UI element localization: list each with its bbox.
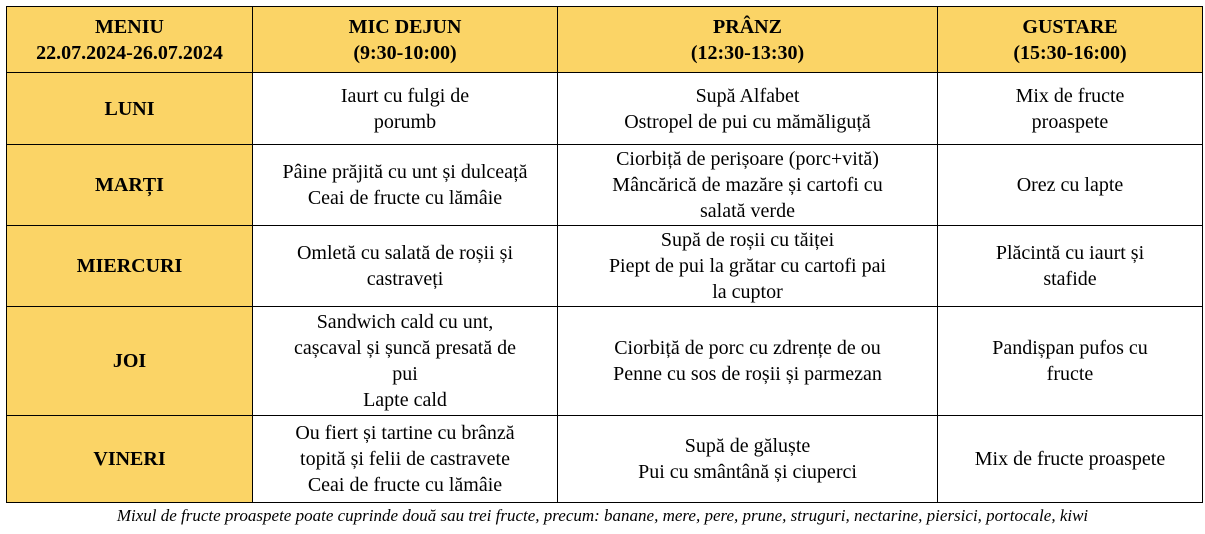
menu-line: Ciorbiță de porc cu zdrențe de ou xyxy=(614,337,881,359)
menu-line: pui xyxy=(392,363,418,385)
breakfast-cell xyxy=(253,73,558,145)
menu-line: proaspete xyxy=(1031,110,1109,133)
menu-line: Pui cu smântână și ciuperci xyxy=(638,461,857,483)
footnote: Mixul de fructe proaspete poate cuprinde două sau trei fructe, precum: banane, mere, pere, prune, struguri, nectarine, piersici, portocale, kiwi xyxy=(116,506,1089,525)
table-row xyxy=(7,145,1203,226)
menu-line: Iaurt cu fulgi de xyxy=(340,84,470,107)
header-lunch-time: (12:30-13:30) xyxy=(690,41,805,64)
menu-line: Omletă cu salată de roșii și xyxy=(296,242,514,264)
menu-line: Piept de pui la grătar cu cartofi pai xyxy=(608,255,887,277)
snack-cell xyxy=(938,307,1203,416)
menu-line: Pandișpan pufos cu xyxy=(992,337,1148,359)
header-snack-label: GUSTARE xyxy=(1022,15,1118,38)
header-date-range: 22.07.2024-26.07.2024 xyxy=(36,41,223,64)
lunch-cell xyxy=(558,73,938,145)
menu-line: Ou fiert și tartine cu brânză xyxy=(295,422,515,444)
menu-line: Plăcintă cu iaurt și xyxy=(995,242,1145,264)
menu-line: topită și felii de castravete xyxy=(300,448,510,470)
menu-line: Supă de găluște xyxy=(684,435,811,457)
table-row xyxy=(7,416,1203,503)
day-cell: JOI xyxy=(7,307,253,416)
header-menu-period xyxy=(7,7,253,73)
header-breakfast-time: (9:30-10:00) xyxy=(353,41,457,64)
snack-cell xyxy=(938,226,1203,307)
snack-cell xyxy=(938,145,1203,226)
menu-line: Sandwich cald cu unt, xyxy=(316,311,494,333)
day-cell: VINERI xyxy=(7,416,253,503)
menu-line: Ceai de fructe cu lămâie xyxy=(307,187,503,209)
snack-cell xyxy=(938,416,1203,503)
header-lunch xyxy=(558,7,938,73)
menu-line: stafide xyxy=(1043,268,1097,290)
day-cell: LUNI xyxy=(7,73,253,145)
header-row xyxy=(7,7,1203,73)
snack-cell xyxy=(938,73,1203,145)
menu-line: Ceai de fructe cu lămâie xyxy=(307,474,503,496)
menu-line: Lapte cald xyxy=(363,389,447,411)
menu-line: Ostropel de pui cu mămăliguță xyxy=(624,110,871,133)
lunch-cell xyxy=(558,416,938,503)
menu-line: la cuptor xyxy=(712,281,783,303)
menu-line: cașcaval și șuncă presată de xyxy=(293,337,517,359)
header-breakfast xyxy=(253,7,558,73)
menu-line: porumb xyxy=(373,110,437,133)
menu-table xyxy=(6,6,1203,503)
header-snack-time: (15:30-16:00) xyxy=(1013,41,1127,64)
menu-line: Mix de fructe xyxy=(1015,84,1125,107)
menu-line: Mâncărică de mazăre și cartofi cu xyxy=(612,174,883,196)
menu-line: salată verde xyxy=(700,200,795,222)
menu-line: Penne cu sos de roșii și parmezan xyxy=(613,363,882,385)
table-row xyxy=(7,73,1203,145)
header-title: MENIU xyxy=(95,15,164,38)
breakfast-cell xyxy=(253,226,558,307)
header-lunch-label: PRÂNZ xyxy=(713,15,782,38)
menu-line: Pâine prăjită cu unt și dulceață xyxy=(282,161,528,183)
day-cell: MIERCURI xyxy=(7,226,253,307)
lunch-cell xyxy=(558,307,938,416)
menu-line: Mix de fructe proaspete xyxy=(974,448,1166,470)
menu-line: Ciorbiță de perișoare (porc+vită) xyxy=(616,148,879,170)
lunch-cell xyxy=(558,145,938,226)
day-cell: MARȚI xyxy=(7,145,253,226)
header-snack xyxy=(938,7,1203,73)
menu-line: Supă de roșii cu tăiței xyxy=(660,229,835,251)
menu-line: fructe xyxy=(1046,363,1094,385)
breakfast-cell xyxy=(253,416,558,503)
breakfast-cell xyxy=(253,145,558,226)
menu-line: Supă Alfabet xyxy=(695,84,800,107)
header-breakfast-label: MIC DEJUN xyxy=(348,15,462,38)
table-row xyxy=(7,226,1203,307)
menu-line: Orez cu lapte xyxy=(1016,174,1124,196)
menu-line: castraveți xyxy=(366,268,444,290)
lunch-cell xyxy=(558,226,938,307)
table-row xyxy=(7,307,1203,416)
breakfast-cell xyxy=(253,307,558,416)
